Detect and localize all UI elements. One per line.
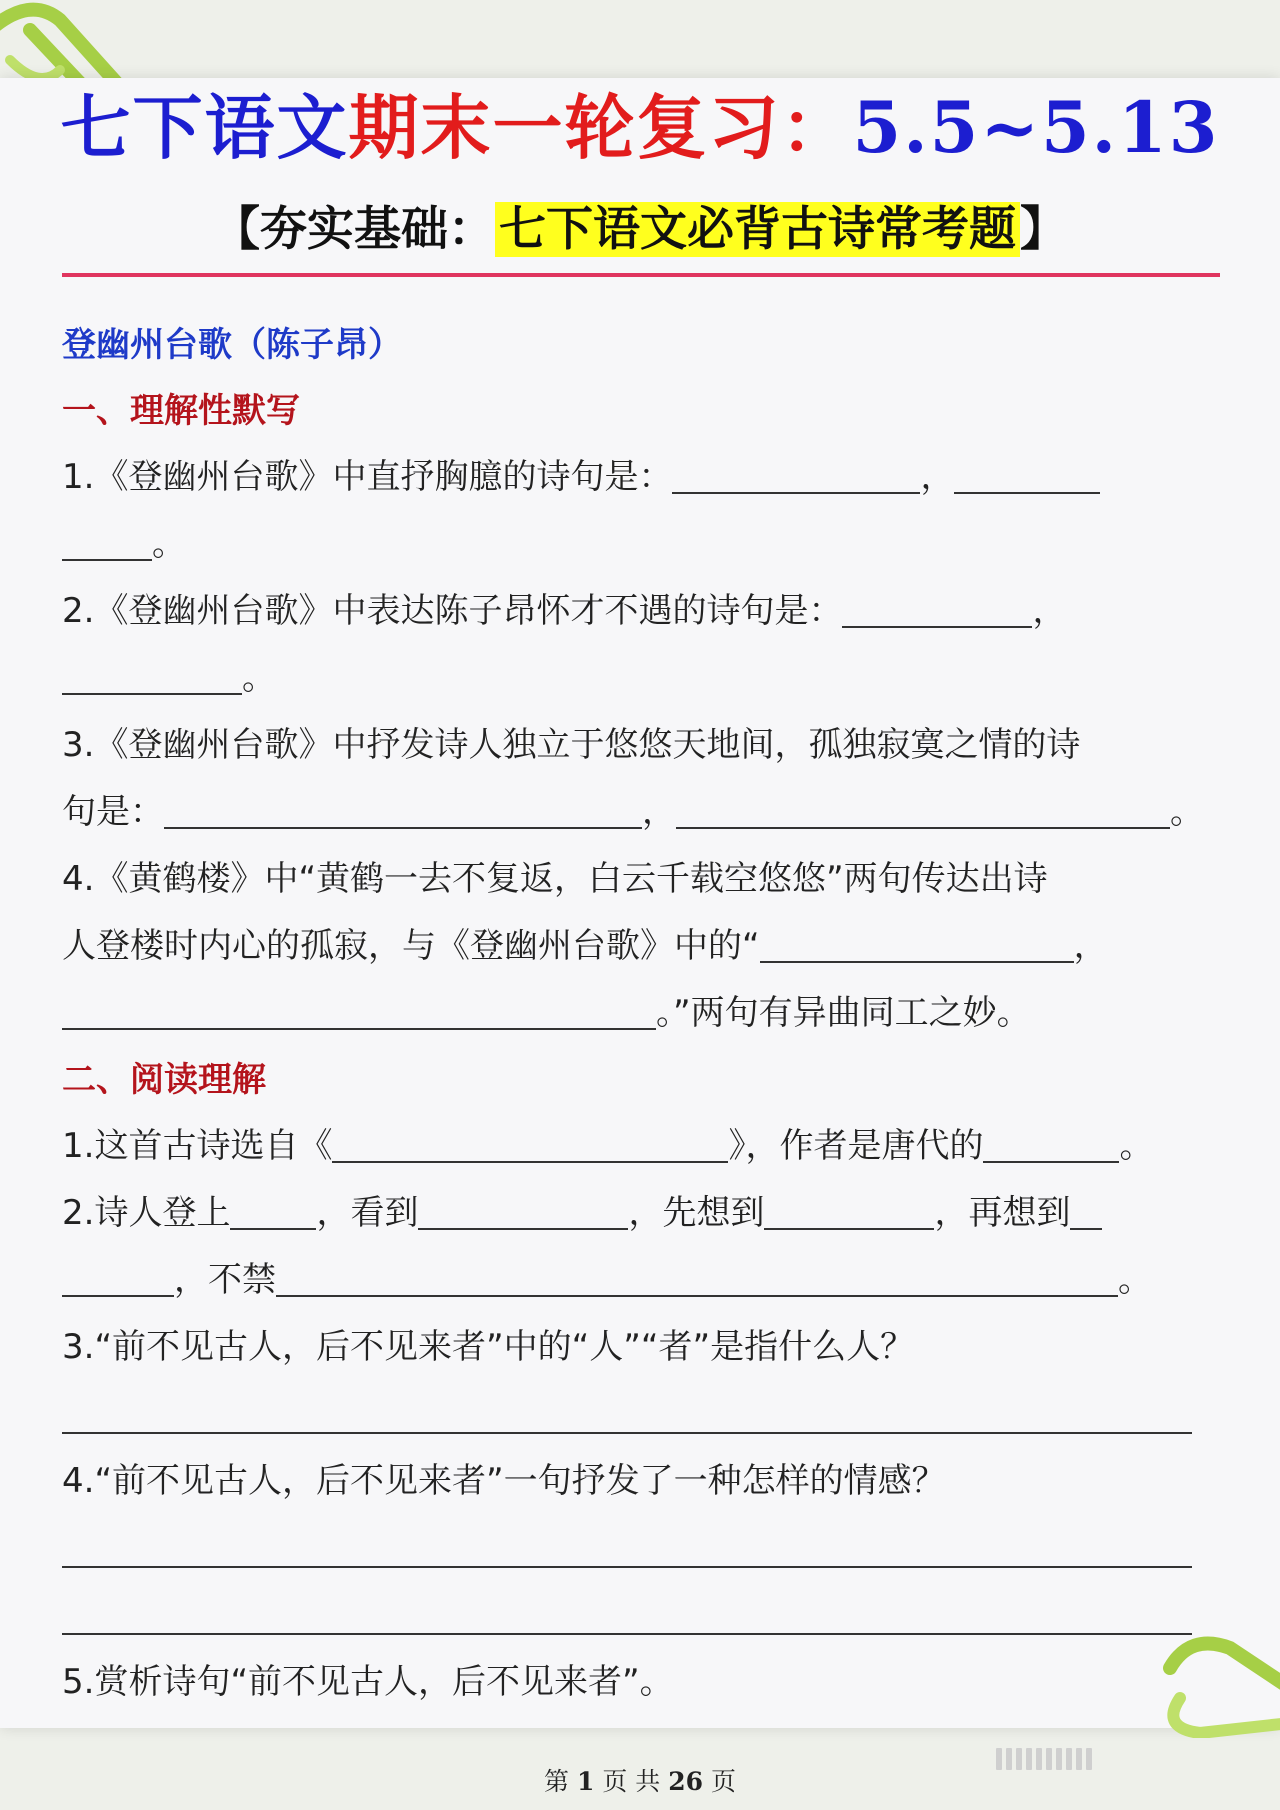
poem-title: 登幽州台歌（陈子昂）: [62, 325, 402, 365]
answer-blank[interactable]: [230, 1184, 316, 1230]
question-s1-q2-cont: 。: [62, 645, 1222, 712]
answer-blank[interactable]: [842, 582, 1032, 628]
paperclip-bottom-right-icon: [1150, 1628, 1280, 1738]
answer-blank[interactable]: [62, 515, 152, 561]
question-s1-q1: 1.《登幽州台歌》中直抒胸臆的诗句是： ，: [62, 444, 1222, 511]
answer-line[interactable]: [62, 1515, 1222, 1582]
question-s2-q4: 4.“前不见古人，后不见来者”一句抒发了一种怎样的情感？: [62, 1461, 946, 1501]
question-s2-q2: 2.诗人登上 ，看到 ，先想到 ，再想到: [62, 1180, 1222, 1247]
answer-line[interactable]: [62, 1381, 1222, 1448]
question-s1-q1-cont: 。: [62, 511, 1222, 578]
section-heading-dictation: 一、理解性默写: [62, 391, 300, 431]
answer-blank[interactable]: [164, 783, 642, 829]
worksheet-content: [62, 312, 1222, 1716]
section-heading-reading: 二、阅读理解: [62, 1060, 266, 1100]
answer-blank[interactable]: [954, 448, 1100, 494]
question-s1-q3-cont: 句是： ， 。: [62, 779, 1222, 846]
answer-blank[interactable]: [418, 1184, 628, 1230]
title-divider: [62, 273, 1220, 277]
question-s2-q1: 1.这首古诗选自《 》，作者是唐代的 。: [62, 1113, 1222, 1180]
question-s1-q4-cont: 人登楼时内心的孤寂，与《登幽州台歌》中的“ ，: [62, 913, 1222, 980]
question-s1-q4: 4.《黄鹤楼》中“黄鹤一去不复返，白云千载空悠悠”两句传达出诗: [62, 859, 1048, 899]
page-footer: 第 1 页 共 26 页: [544, 1767, 736, 1796]
answer-blank[interactable]: [983, 1117, 1119, 1163]
answer-blank[interactable]: [764, 1184, 934, 1230]
answer-blank[interactable]: [676, 783, 1170, 829]
question-s2-q2-cont: ，不禁 。: [62, 1247, 1222, 1314]
question-s1-q3: 3.《登幽州台歌》中抒发诗人独立于悠悠天地间，孤独寂寞之情的诗: [62, 725, 1081, 765]
answer-blank[interactable]: [332, 1117, 728, 1163]
answer-blank[interactable]: [276, 1251, 1118, 1297]
page-number: 1: [576, 1767, 595, 1796]
question-s1-q2: 2.《登幽州台歌》中表达陈子昂怀才不遇的诗句是： ，: [62, 578, 1222, 645]
subtitle-highlight: 七下语文必背古诗常考题: [495, 202, 1020, 257]
answer-blank[interactable]: [760, 917, 1074, 963]
question-s2-q5: 5.赏析诗句“前不见古人，后不见来者”。: [62, 1662, 674, 1702]
question-s1-q4-cont2: 。”两句有异曲同工之妙。: [62, 980, 1222, 1047]
answer-blank[interactable]: [672, 448, 920, 494]
answer-line[interactable]: [62, 1582, 1222, 1649]
answer-blank[interactable]: [62, 649, 242, 695]
page-subtitle: 【夯实基础：七下语文必背古诗常考题】: [213, 202, 1067, 257]
watermark-bars-icon: [996, 1748, 1096, 1778]
answer-blank[interactable]: [62, 1251, 174, 1297]
answer-blank[interactable]: [1070, 1184, 1102, 1230]
page-title: 七下语文期末一轮复习：5.5~5.13: [60, 86, 1220, 169]
answer-blank[interactable]: [62, 984, 656, 1030]
page-total: 26: [668, 1767, 704, 1796]
question-s2-q3: 3.“前不见古人，后不见来者”中的“人”“者”是指什么人？: [62, 1327, 915, 1367]
